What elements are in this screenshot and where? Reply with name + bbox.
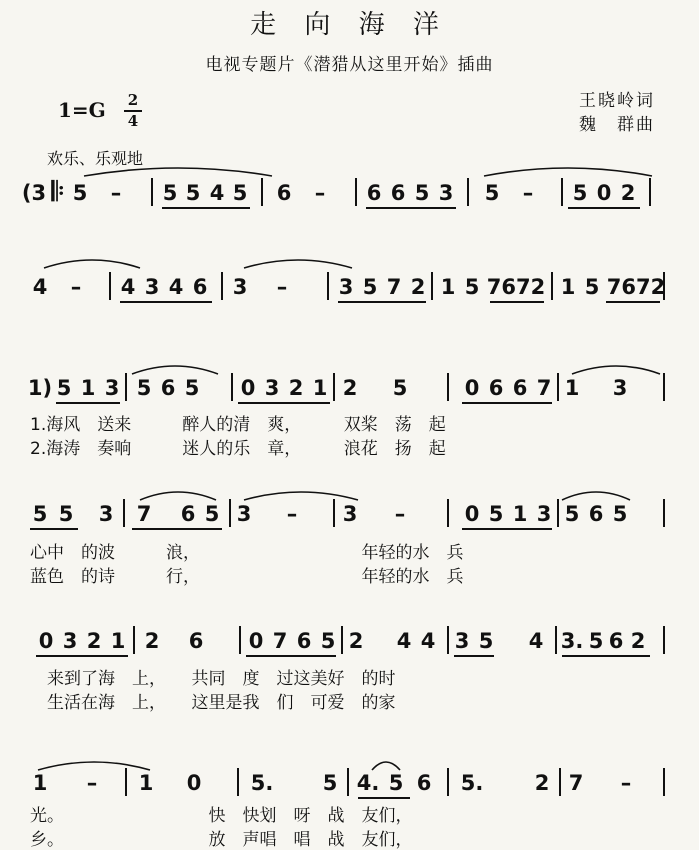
note: 0 xyxy=(248,629,264,653)
note: 1 xyxy=(512,502,528,526)
note: 1 xyxy=(138,771,154,795)
note: 0 xyxy=(38,629,54,653)
note: 6 xyxy=(390,181,406,205)
note: 5 xyxy=(322,771,338,795)
key-signature: 1=G xyxy=(58,98,106,122)
note: 0 xyxy=(240,376,256,400)
song-title: 走 向 海 洋 xyxy=(250,10,449,40)
note: 0 xyxy=(186,771,202,795)
note: 3 xyxy=(144,275,160,299)
note: 1 xyxy=(312,376,328,400)
note: 5 xyxy=(464,275,480,299)
slur xyxy=(562,492,630,500)
note: 3 xyxy=(62,629,78,653)
slur xyxy=(140,492,216,500)
note: 7672 xyxy=(606,275,666,299)
slur xyxy=(572,366,660,374)
note: 5 xyxy=(32,502,48,526)
note: 7 xyxy=(136,502,152,526)
note: 𝄆 xyxy=(51,177,65,207)
lyric-line: 生活在海 上， 这里是我 们 可爱 的家 xyxy=(30,693,396,713)
note: 1) xyxy=(27,376,53,400)
note: 5 xyxy=(388,771,404,795)
expression-marking: 欢乐、乐观地 xyxy=(47,149,144,168)
note: 6 xyxy=(276,181,292,205)
note: 3. xyxy=(560,629,584,653)
note: 4 xyxy=(528,629,544,653)
note: 5 xyxy=(414,181,430,205)
song-subtitle: 电视专题片《潜猎从这里开始》插曲 xyxy=(205,55,494,75)
slur xyxy=(44,260,140,268)
meter-top: 2 xyxy=(127,91,139,109)
note: 2 xyxy=(620,181,636,205)
note: 3 xyxy=(536,502,552,526)
note: 6 xyxy=(416,771,432,795)
note: 1 xyxy=(110,629,126,653)
note: 4 xyxy=(396,629,412,653)
note: 4 xyxy=(168,275,184,299)
note: 5 xyxy=(588,629,604,653)
lyricist-credit: 王晓岭词 xyxy=(579,91,655,111)
lyric-line: 2.海涛 奏响 迷人的乐 章， 浪花 扬 起 xyxy=(30,439,446,459)
note: 4 xyxy=(420,629,436,653)
slur xyxy=(132,366,218,374)
note: 5 xyxy=(204,502,220,526)
note: 7 xyxy=(386,275,402,299)
composer-credit: 魏 群曲 xyxy=(579,115,655,135)
note: 3 xyxy=(338,275,354,299)
note: 1 xyxy=(80,376,96,400)
note: 5 xyxy=(362,275,378,299)
note: 6 xyxy=(366,181,382,205)
note: – xyxy=(314,181,326,205)
note: 7672 xyxy=(486,275,546,299)
note: 5. xyxy=(460,771,484,795)
note: 6 xyxy=(488,376,504,400)
note: 3 xyxy=(264,376,280,400)
note: 2 xyxy=(410,275,426,299)
note: 5 xyxy=(320,629,336,653)
note: 5 xyxy=(58,502,74,526)
slur xyxy=(244,492,358,500)
note: – xyxy=(286,502,298,526)
note: 5 xyxy=(136,376,152,400)
note: 3 xyxy=(104,376,120,400)
note: 2 xyxy=(534,771,550,795)
note: 5 xyxy=(162,181,178,205)
note: 0 xyxy=(464,376,480,400)
note: 1 xyxy=(32,771,48,795)
note: – xyxy=(110,181,122,205)
note: 5 xyxy=(184,376,200,400)
note: 6 xyxy=(588,502,604,526)
note: 5 xyxy=(572,181,588,205)
note: 4. xyxy=(356,771,380,795)
note: 2 xyxy=(342,376,358,400)
lyric-line: 蓝色 的诗 行， 年轻的水 兵 xyxy=(30,567,464,587)
note: 5 xyxy=(185,181,201,205)
slur xyxy=(372,762,400,770)
note: 1 xyxy=(560,275,576,299)
note: 5 xyxy=(612,502,628,526)
note: – xyxy=(276,275,288,299)
note: 7 xyxy=(536,376,552,400)
note: – xyxy=(620,771,632,795)
note: 5 xyxy=(392,376,408,400)
note: – xyxy=(522,181,534,205)
note: 5 xyxy=(56,376,72,400)
note: 2 xyxy=(348,629,364,653)
note: 5 xyxy=(478,629,494,653)
note: 1 xyxy=(564,376,580,400)
note: 2 xyxy=(86,629,102,653)
note: 0 xyxy=(464,502,480,526)
lyric-line: 心中 的波 浪， 年轻的水 兵 xyxy=(30,543,464,563)
lyric-line: 光。 快 快划 呀 战 友们， xyxy=(30,806,413,826)
note: 3 xyxy=(236,502,252,526)
note: 6 xyxy=(608,629,624,653)
note: 3 xyxy=(438,181,454,205)
note: 6 xyxy=(512,376,528,400)
note: – xyxy=(70,275,82,299)
note: 4 xyxy=(32,275,48,299)
slur xyxy=(38,762,150,770)
note: 5 xyxy=(584,275,600,299)
slur xyxy=(84,168,272,176)
note: 3 xyxy=(454,629,470,653)
note: 5 xyxy=(484,181,500,205)
note: 5 xyxy=(564,502,580,526)
note: 4 xyxy=(209,181,225,205)
note: 7 xyxy=(272,629,288,653)
note: 3 xyxy=(98,502,114,526)
note: 6 xyxy=(188,629,204,653)
note: 4 xyxy=(120,275,136,299)
note: 3 xyxy=(342,502,358,526)
lyric-line: 乡。 放 声唱 唱 战 友们， xyxy=(30,830,413,850)
note: 3 xyxy=(232,275,248,299)
note: 6 xyxy=(192,275,208,299)
slur xyxy=(244,260,352,268)
note: 5. xyxy=(250,771,274,795)
note: 6 xyxy=(160,376,176,400)
note: 5 xyxy=(72,181,88,205)
note: 1 xyxy=(440,275,456,299)
note: 6 xyxy=(296,629,312,653)
meter-bottom: 4 xyxy=(127,112,139,130)
lyric-line: 来到了海 上， 共同 度 过这美好 的时 xyxy=(30,669,396,689)
note: 7 xyxy=(568,771,584,795)
slur xyxy=(484,168,652,176)
note: – xyxy=(86,771,98,795)
lyric-line: 1.海风 送来 醉人的清 爽， 双桨 荡 起 xyxy=(30,415,446,435)
note: 2 xyxy=(288,376,304,400)
note: 2 xyxy=(630,629,646,653)
note: 5 xyxy=(232,181,248,205)
note: 2 xyxy=(144,629,160,653)
note: 6 xyxy=(180,502,196,526)
note: 3 xyxy=(612,376,628,400)
note: (3 xyxy=(21,181,47,205)
note: – xyxy=(394,502,406,526)
note: 0 xyxy=(596,181,612,205)
note: 5 xyxy=(488,502,504,526)
